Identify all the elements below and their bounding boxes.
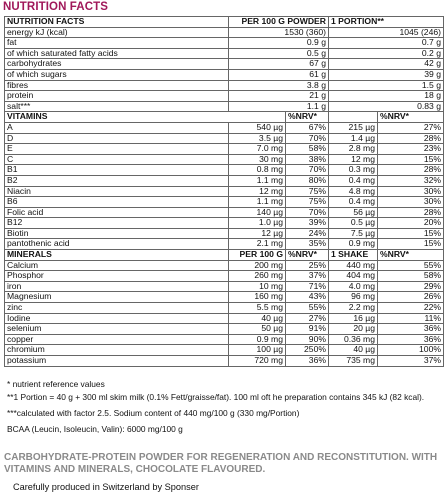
facts-label: of which sugars xyxy=(5,69,229,80)
mineral-per100: 10 mg xyxy=(229,281,286,292)
vitamin-nrv-portion: 20% xyxy=(378,218,444,229)
facts-portion: 39 g xyxy=(329,69,444,80)
vitamin-nrv-portion: 15% xyxy=(378,228,444,239)
facts-row xyxy=(5,101,444,112)
mineral-row xyxy=(5,303,444,314)
vitamin-row xyxy=(5,228,444,239)
mineral-name: zinc xyxy=(5,303,229,314)
mineral-nrv-shake: 58% xyxy=(378,271,444,282)
mineral-name: Magnesium xyxy=(5,292,229,303)
vitamin-name: E xyxy=(5,144,229,155)
vitamins-header-blank xyxy=(329,112,378,123)
mineral-name: Phosphor xyxy=(5,271,229,282)
vitamin-portion: 215 µg xyxy=(329,122,378,133)
vitamin-row xyxy=(5,133,444,144)
mineral-name: Calcium xyxy=(5,260,229,271)
vitamin-portion: 7.5 µg xyxy=(329,228,378,239)
mineral-name: copper xyxy=(5,334,229,345)
vitamin-nrv-portion: 15% xyxy=(378,239,444,250)
vitamins-header-nrv: %NRV* xyxy=(378,112,444,123)
vitamin-nrv-per100: 67% xyxy=(286,122,329,133)
vitamin-nrv-per100: 80% xyxy=(286,175,329,186)
vitamin-name: B6 xyxy=(5,197,229,208)
mineral-nrv-per100: 71% xyxy=(286,281,329,292)
mineral-name: selenium xyxy=(5,324,229,335)
facts-row xyxy=(5,38,444,49)
vitamin-row xyxy=(5,186,444,197)
facts-label: fibres xyxy=(5,80,229,91)
vitamin-name: D xyxy=(5,133,229,144)
vitamin-nrv-portion: 28% xyxy=(378,133,444,144)
vitamin-name: Niacin xyxy=(5,186,229,197)
mineral-shake: 96 mg xyxy=(329,292,378,303)
mineral-shake: 40 µg xyxy=(329,345,378,356)
mineral-shake: 16 µg xyxy=(329,313,378,324)
mineral-shake: 2.2 mg xyxy=(329,303,378,314)
mineral-per100: 100 µg xyxy=(229,345,286,356)
facts-label: energy kJ (kcal) xyxy=(5,27,229,38)
facts-header-label: NUTRITION FACTS xyxy=(5,17,229,28)
mineral-nrv-per100: 27% xyxy=(286,313,329,324)
vitamin-row xyxy=(5,165,444,176)
facts-per100: 0.5 g xyxy=(229,48,329,59)
footnote-bcaa: BCAA (Leucin, Isoleucin, Valin): 6000 mg/100 g xyxy=(7,424,183,434)
facts-row xyxy=(5,48,444,59)
mineral-nrv-shake: 29% xyxy=(378,281,444,292)
facts-per100: 61 g xyxy=(229,69,329,80)
mineral-shake: 404 mg xyxy=(329,271,378,282)
vitamin-portion: 4.8 mg xyxy=(329,186,378,197)
vitamin-per100: 7.0 mg xyxy=(229,144,286,155)
vitamin-portion: 0.5 µg xyxy=(329,218,378,229)
mineral-nrv-per100: 25% xyxy=(286,260,329,271)
facts-portion: 1045 (246) xyxy=(329,27,444,38)
facts-portion: 0.2 g xyxy=(329,48,444,59)
vitamin-nrv-portion: 32% xyxy=(378,175,444,186)
vitamin-nrv-per100: 58% xyxy=(286,144,329,155)
mineral-nrv-per100: 36% xyxy=(286,356,329,367)
mineral-row xyxy=(5,292,444,303)
facts-per100: 1530 (360) xyxy=(229,27,329,38)
vitamin-portion: 0.9 mg xyxy=(329,239,378,250)
mineral-row xyxy=(5,260,444,271)
mineral-shake: 735 mg xyxy=(329,356,378,367)
mineral-nrv-per100: 55% xyxy=(286,303,329,314)
vitamin-nrv-portion: 28% xyxy=(378,207,444,218)
vitamin-name: B2 xyxy=(5,175,229,186)
facts-per100: 0.9 g xyxy=(229,38,329,49)
vitamin-per100: 140 µg xyxy=(229,207,286,218)
footnote-nrv: * nutrient reference values xyxy=(7,379,105,389)
vitamin-portion: 56 µg xyxy=(329,207,378,218)
mineral-per100: 200 mg xyxy=(229,260,286,271)
mineral-nrv-shake: 26% xyxy=(378,292,444,303)
vitamins-header-nrv: %NRV* xyxy=(286,112,329,123)
vitamin-name: B1 xyxy=(5,165,229,176)
mineral-per100: 5.5 mg xyxy=(229,303,286,314)
vitamin-nrv-per100: 75% xyxy=(286,186,329,197)
vitamin-nrv-per100: 70% xyxy=(286,133,329,144)
vitamin-per100: 3.5 µg xyxy=(229,133,286,144)
mineral-name: Iodine xyxy=(5,313,229,324)
vitamin-nrv-per100: 38% xyxy=(286,154,329,165)
mineral-nrv-shake: 55% xyxy=(378,260,444,271)
mineral-name: chromium xyxy=(5,345,229,356)
facts-portion: 1.5 g xyxy=(329,80,444,91)
minerals-header-label: MINERALS xyxy=(5,250,229,261)
minerals-header-nrv: %NRV* xyxy=(286,250,329,261)
facts-per100: 21 g xyxy=(229,91,329,102)
vitamins-header-row xyxy=(5,112,444,123)
product-description: CARBOHYDRATE-PROTEIN POWDER FOR REGENERATION AND RECONSTITUTION. WITH VITAMINS AND MINERALS, CHOCOLATE FLAVOURED. xyxy=(4,452,438,475)
vitamin-nrv-per100: 70% xyxy=(286,207,329,218)
vitamins-header-label: VITAMINS xyxy=(5,112,229,123)
vitamin-per100: 1.0 µg xyxy=(229,218,286,229)
vitamins-header-blank xyxy=(229,112,286,123)
mineral-nrv-per100: 250% xyxy=(286,345,329,356)
vitamin-row xyxy=(5,175,444,186)
vitamin-name: Biotin xyxy=(5,228,229,239)
facts-row xyxy=(5,80,444,91)
facts-header-row xyxy=(5,17,444,28)
vitamin-per100: 1.1 mg xyxy=(229,175,286,186)
facts-label: fat xyxy=(5,38,229,49)
vitamin-per100: 12 µg xyxy=(229,228,286,239)
mineral-nrv-per100: 91% xyxy=(286,324,329,335)
production-note: Carefully produced in Switzerland by Sponser xyxy=(13,482,199,492)
mineral-name: potassium xyxy=(5,356,229,367)
mineral-shake: 0.36 mg xyxy=(329,334,378,345)
footnotes xyxy=(7,379,443,440)
vitamin-nrv-per100: 35% xyxy=(286,239,329,250)
vitamin-per100: 1.1 mg xyxy=(229,197,286,208)
mineral-shake: 440 mg xyxy=(329,260,378,271)
mineral-nrv-per100: 37% xyxy=(286,271,329,282)
mineral-row xyxy=(5,281,444,292)
facts-row xyxy=(5,59,444,70)
vitamin-nrv-per100: 70% xyxy=(286,165,329,176)
vitamin-per100: 2.1 mg xyxy=(229,239,286,250)
facts-label: carbohydrates xyxy=(5,59,229,70)
mineral-nrv-shake: 100% xyxy=(378,345,444,356)
vitamin-portion: 2.8 mg xyxy=(329,144,378,155)
vitamin-portion: 0.4 mg xyxy=(329,175,378,186)
nutrition-table xyxy=(4,16,444,367)
facts-label: salt*** xyxy=(5,101,229,112)
vitamin-row xyxy=(5,197,444,208)
mineral-per100: 0.9 mg xyxy=(229,334,286,345)
footnote-portion: **1 Portion = 40 g + 300 ml skim milk (0.1% Fett/graisse/fat). 100 ml oft he preparation contains 345 kJ (82 kcal). xyxy=(7,392,425,402)
vitamin-nrv-portion: 23% xyxy=(378,144,444,155)
mineral-row xyxy=(5,313,444,324)
vitamin-nrv-per100: 75% xyxy=(286,197,329,208)
vitamin-row xyxy=(5,144,444,155)
mineral-per100: 40 µg xyxy=(229,313,286,324)
facts-label: protein xyxy=(5,91,229,102)
mineral-shake: 4.0 mg xyxy=(329,281,378,292)
facts-portion: 18 g xyxy=(329,91,444,102)
facts-label: of which saturated fatty acids xyxy=(5,48,229,59)
facts-row xyxy=(5,27,444,38)
vitamin-portion: 12 mg xyxy=(329,154,378,165)
facts-portion: 42 g xyxy=(329,59,444,70)
vitamin-per100: 30 mg xyxy=(229,154,286,165)
facts-portion: 0.83 g xyxy=(329,101,444,112)
vitamin-row xyxy=(5,207,444,218)
vitamin-name: A xyxy=(5,122,229,133)
vitamin-name: pantothenic acid xyxy=(5,239,229,250)
vitamin-nrv-per100: 39% xyxy=(286,218,329,229)
mineral-per100: 720 mg xyxy=(229,356,286,367)
mineral-per100: 160 mg xyxy=(229,292,286,303)
mineral-row xyxy=(5,356,444,367)
facts-header-per100: PER 100 G POWDER xyxy=(229,17,329,28)
mineral-shake: 20 µg xyxy=(329,324,378,335)
mineral-nrv-shake: 36% xyxy=(378,324,444,335)
page-title: NUTRITION FACTS xyxy=(3,1,108,13)
facts-per100: 1.1 g xyxy=(229,101,329,112)
mineral-row xyxy=(5,345,444,356)
vitamin-nrv-portion: 30% xyxy=(378,186,444,197)
vitamin-row xyxy=(5,239,444,250)
mineral-nrv-shake: 36% xyxy=(378,334,444,345)
vitamin-row xyxy=(5,218,444,229)
mineral-row xyxy=(5,334,444,345)
facts-per100: 67 g xyxy=(229,59,329,70)
mineral-row xyxy=(5,271,444,282)
minerals-header-row xyxy=(5,250,444,261)
facts-row xyxy=(5,91,444,102)
minerals-header-shake: 1 SHAKE xyxy=(329,250,378,261)
facts-header-portion: 1 PORTION** xyxy=(329,17,444,28)
vitamin-name: B12 xyxy=(5,218,229,229)
vitamin-nrv-portion: 30% xyxy=(378,197,444,208)
vitamin-nrv-portion: 15% xyxy=(378,154,444,165)
mineral-name: iron xyxy=(5,281,229,292)
mineral-nrv-shake: 22% xyxy=(378,303,444,314)
facts-per100: 3.8 g xyxy=(229,80,329,91)
mineral-row xyxy=(5,324,444,335)
vitamin-per100: 12 mg xyxy=(229,186,286,197)
vitamin-row xyxy=(5,122,444,133)
vitamin-name: Folic acid xyxy=(5,207,229,218)
vitamin-per100: 0.8 mg xyxy=(229,165,286,176)
minerals-header-nrv: %NRV* xyxy=(378,250,444,261)
vitamin-nrv-portion: 27% xyxy=(378,122,444,133)
vitamin-nrv-portion: 28% xyxy=(378,165,444,176)
facts-row xyxy=(5,69,444,80)
mineral-per100: 50 µg xyxy=(229,324,286,335)
vitamin-per100: 540 µg xyxy=(229,122,286,133)
mineral-nrv-per100: 43% xyxy=(286,292,329,303)
vitamin-portion: 0.4 mg xyxy=(329,197,378,208)
mineral-nrv-per100: 90% xyxy=(286,334,329,345)
minerals-header-per100: PER 100 G xyxy=(229,250,286,261)
mineral-per100: 260 mg xyxy=(229,271,286,282)
vitamin-portion: 1.4 µg xyxy=(329,133,378,144)
mineral-nrv-shake: 37% xyxy=(378,356,444,367)
mineral-nrv-shake: 11% xyxy=(378,313,444,324)
footnote-sodium: ***calculated with factor 2.5. Sodium content of 440 mg/100 g (330 mg/Portion) xyxy=(7,408,300,418)
facts-portion: 0.7 g xyxy=(329,38,444,49)
vitamin-row xyxy=(5,154,444,165)
vitamin-name: C xyxy=(5,154,229,165)
vitamin-portion: 0.3 mg xyxy=(329,165,378,176)
vitamin-nrv-per100: 24% xyxy=(286,228,329,239)
